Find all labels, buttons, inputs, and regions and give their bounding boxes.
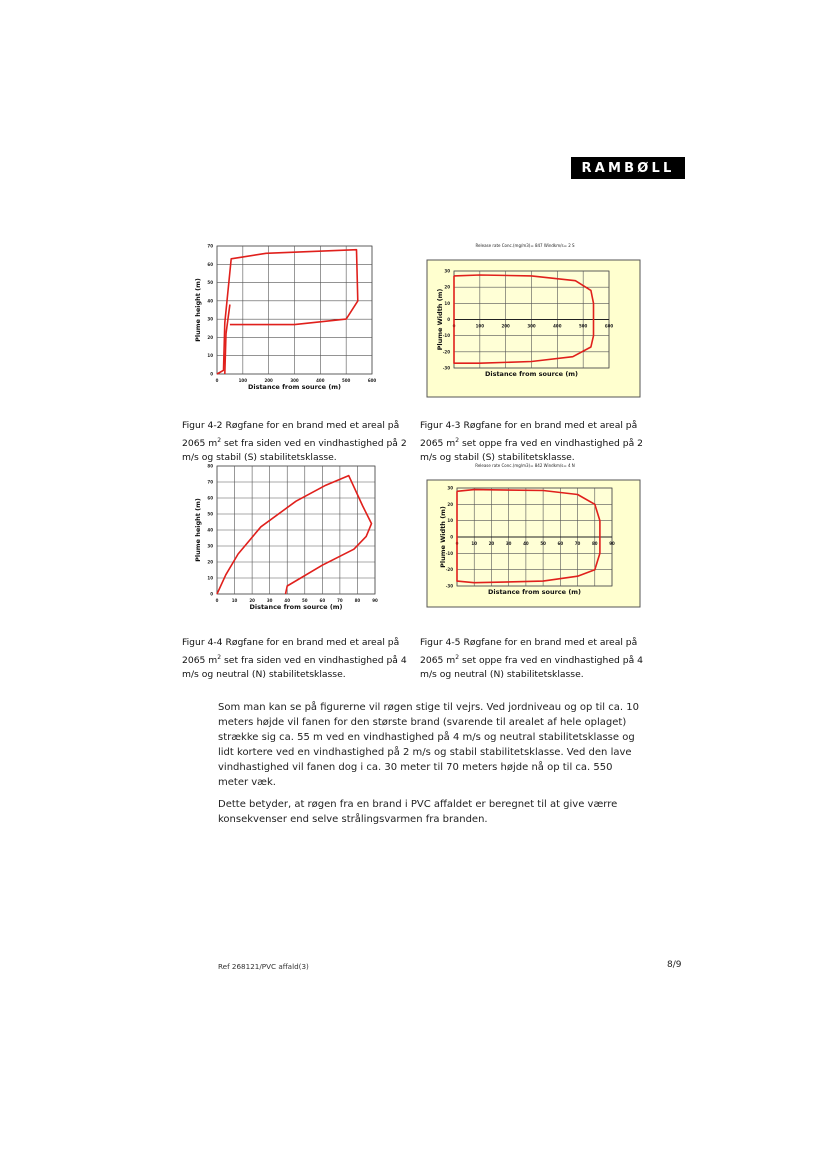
caption-line-3: m/s og neutral (N) stabilitetsklasse. [182, 669, 346, 681]
caption-line-2: set oppe fra ved en vindhastighed på 4 [459, 654, 643, 666]
caption-line-3: m/s og neutral (N) stabilitetsklasse. [420, 669, 584, 681]
y-tick-label: 50 [207, 280, 213, 286]
x-tick-label: 100 [475, 323, 485, 329]
x-tick-label: 400 [553, 323, 562, 329]
y-tick-label: -20 [442, 349, 450, 355]
caption-line-3: m/s og stabil (S) stabilitetsklasse. [420, 452, 575, 464]
caption-area: 2065 m [182, 654, 218, 666]
caption-line-2: set fra siden ved en vindhastighed på 2 [221, 437, 407, 449]
y-tick-label: 0 [447, 317, 450, 322]
x-tick-label: 70 [337, 598, 343, 603]
y-tick-label: -10 [445, 550, 453, 556]
caption-line-1: Figur 4-2 Røgfane for en brand med et areal på [182, 420, 400, 431]
x-tick-label: 10 [231, 598, 238, 603]
chart-fig-4-3 [410, 240, 640, 400]
chart-fig-4-5-svg [410, 460, 640, 610]
y-tick-label: 60 [207, 261, 213, 267]
x-tick-label: 0 [452, 323, 456, 329]
x-tick-label: 0 [215, 598, 219, 603]
x-tick-label: 60 [319, 598, 326, 603]
x-tick-label: 80 [354, 598, 361, 603]
x-tick-label: 50 [301, 598, 308, 603]
x-tick-label: 200 [501, 323, 510, 329]
y-tick-label: 0 [450, 534, 453, 540]
y-tick-label: 0 [210, 591, 213, 597]
x-tick-label: 300 [290, 378, 299, 383]
y-tick-label: 10 [207, 353, 213, 359]
y-tick-label: 40 [207, 527, 213, 533]
x-tick-label: 400 [316, 378, 325, 383]
x-tick-label: 10 [471, 541, 478, 546]
y-tick-label: -20 [445, 567, 453, 573]
x-tick-label: 300 [527, 323, 536, 329]
y-tick-label: 10 [207, 575, 213, 581]
y-tick-label: 70 [207, 479, 213, 485]
caption-line-2: set oppe fra ved en vindhastighed på 2 [459, 437, 643, 449]
caption-fig-4-5 [420, 636, 655, 683]
x-tick-label: 30 [266, 598, 273, 603]
x-axis-label: Distance from source (m) [249, 603, 343, 611]
caption-sup: 2 [455, 436, 460, 444]
y-tick-label: 0 [210, 371, 213, 377]
x-axis-label: Distance from source (m) [484, 370, 579, 378]
x-tick-label: 0 [215, 378, 219, 383]
caption-area: 2065 m [420, 437, 456, 449]
x-tick-label: 20 [249, 598, 255, 603]
y-tick-label: 50 [207, 511, 213, 517]
caption-fig-4-3 [420, 419, 655, 466]
x-tick-label: 40 [523, 541, 529, 546]
y-tick-label: 80 [207, 463, 213, 469]
y-axis-label: Plume height (m) [194, 278, 202, 342]
x-tick-label: 30 [505, 541, 512, 546]
y-tick-label: 20 [207, 559, 213, 565]
x-tick-label: 200 [264, 378, 273, 383]
y-tick-label: 30 [444, 268, 450, 274]
x-tick-label: 500 [341, 378, 351, 383]
chart-fig-4-4 [190, 460, 400, 620]
y-axis-label: Plume Width (m) [436, 288, 444, 351]
caption-area: 2065 m [420, 654, 456, 666]
caption-sup: 2 [217, 436, 222, 444]
chart-fig-4-2-svg [190, 240, 400, 400]
caption-line-1: Figur 4-4 Røgfane for en brand med et areal på [182, 637, 400, 648]
x-tick-label: 100 [238, 378, 248, 383]
chart-fig-4-2 [190, 240, 400, 400]
chart-fig-4-4-svg [190, 460, 400, 620]
y-tick-label: -30 [442, 365, 450, 371]
x-tick-label: 40 [284, 598, 291, 603]
x-tick-label: 600 [604, 323, 614, 329]
y-tick-label: 20 [447, 501, 453, 507]
x-tick-label: 90 [609, 541, 615, 546]
x-tick-label: 500 [578, 323, 588, 329]
x-tick-label: 80 [591, 541, 598, 546]
y-tick-label: 20 [207, 334, 213, 340]
y-tick-label: 20 [444, 284, 450, 290]
chart-fig-4-5 [410, 460, 640, 610]
x-tick-label: 60 [557, 541, 564, 546]
caption-line-1: Figur 4-5 Røgfane for en brand med et areal på [420, 637, 638, 648]
x-tick-label: 70 [574, 541, 581, 546]
body-paragraph-1: Som man kan se på figurerne vil røgen stige til vejrs. Ved jordniveau og op til ca. 10 meters højde vil fanen for den største brand (svarende til arealet af hele oplaget) strække sig ca. 55 m ved en vindhastighed på 4 m/s og neutral stabilitetsklasse og lidt kortere ved en vindhastighed på 2 m/s og stabil stabilitetsklasse. Ved den lave vindhastighed vil fanen dog i ca. 30 meter til 70 meters højde nå op til ca. 550 meter væk. [218, 702, 639, 788]
y-axis-label: Plume Width (m) [439, 506, 447, 568]
y-tick-label: 30 [207, 543, 213, 549]
caption-line-2: set fra siden ved en vindhastighed på 4 [221, 654, 407, 666]
x-tick-label: 50 [540, 541, 546, 546]
caption-line-3: m/s og stabil (S) stabilitetsklasse. [182, 452, 337, 464]
x-tick-label: 20 [488, 541, 495, 546]
y-tick-label: 40 [207, 298, 213, 304]
caption-sup: 2 [217, 653, 222, 661]
y-tick-label: 30 [447, 485, 453, 491]
y-tick-label: 60 [207, 495, 213, 501]
caption-fig-4-2 [182, 419, 417, 466]
x-axis-label: Distance from source (m) [487, 588, 582, 596]
caption-sup: 2 [455, 653, 460, 661]
x-axis-label: Distance from source (m) [247, 383, 342, 391]
ramboll-logo: RAMBØLL [571, 157, 685, 179]
page-number: 8/9 [667, 960, 682, 970]
y-tick-label: 10 [447, 518, 453, 524]
caption-area: 2065 m [182, 437, 218, 449]
chart-title: Release rate Conc.(mg/m3)= 847 Windkm/s= 2 S [475, 243, 575, 248]
x-tick-label: 90 [372, 598, 378, 603]
y-tick-label: 30 [207, 316, 213, 322]
chart-title: Release rate Conc.(mg/m3)= 842 Windkm/s= 4 N [475, 463, 575, 468]
y-tick-label: 10 [444, 300, 450, 306]
y-tick-label: -30 [445, 583, 453, 589]
caption-line-1: Figur 4-3 Røgfane for en brand med et areal på [420, 420, 638, 431]
y-tick-label: -10 [442, 333, 450, 339]
x-tick-label: 600 [367, 378, 377, 383]
caption-fig-4-4 [182, 636, 417, 683]
body-paragraph-2: Dette betyder, at røgen fra en brand i PVC affaldet er beregnet til at give værre konsekvenser end selve strålingsvarmen fra branden. [218, 799, 618, 825]
footer-reference: Ref 268121/PVC affald(3) [218, 962, 309, 971]
y-axis-label: Plume height (m) [194, 498, 202, 562]
y-tick-label: 70 [207, 243, 213, 249]
x-tick-label: 0 [455, 541, 459, 546]
chart-fig-4-3-svg [410, 240, 640, 400]
